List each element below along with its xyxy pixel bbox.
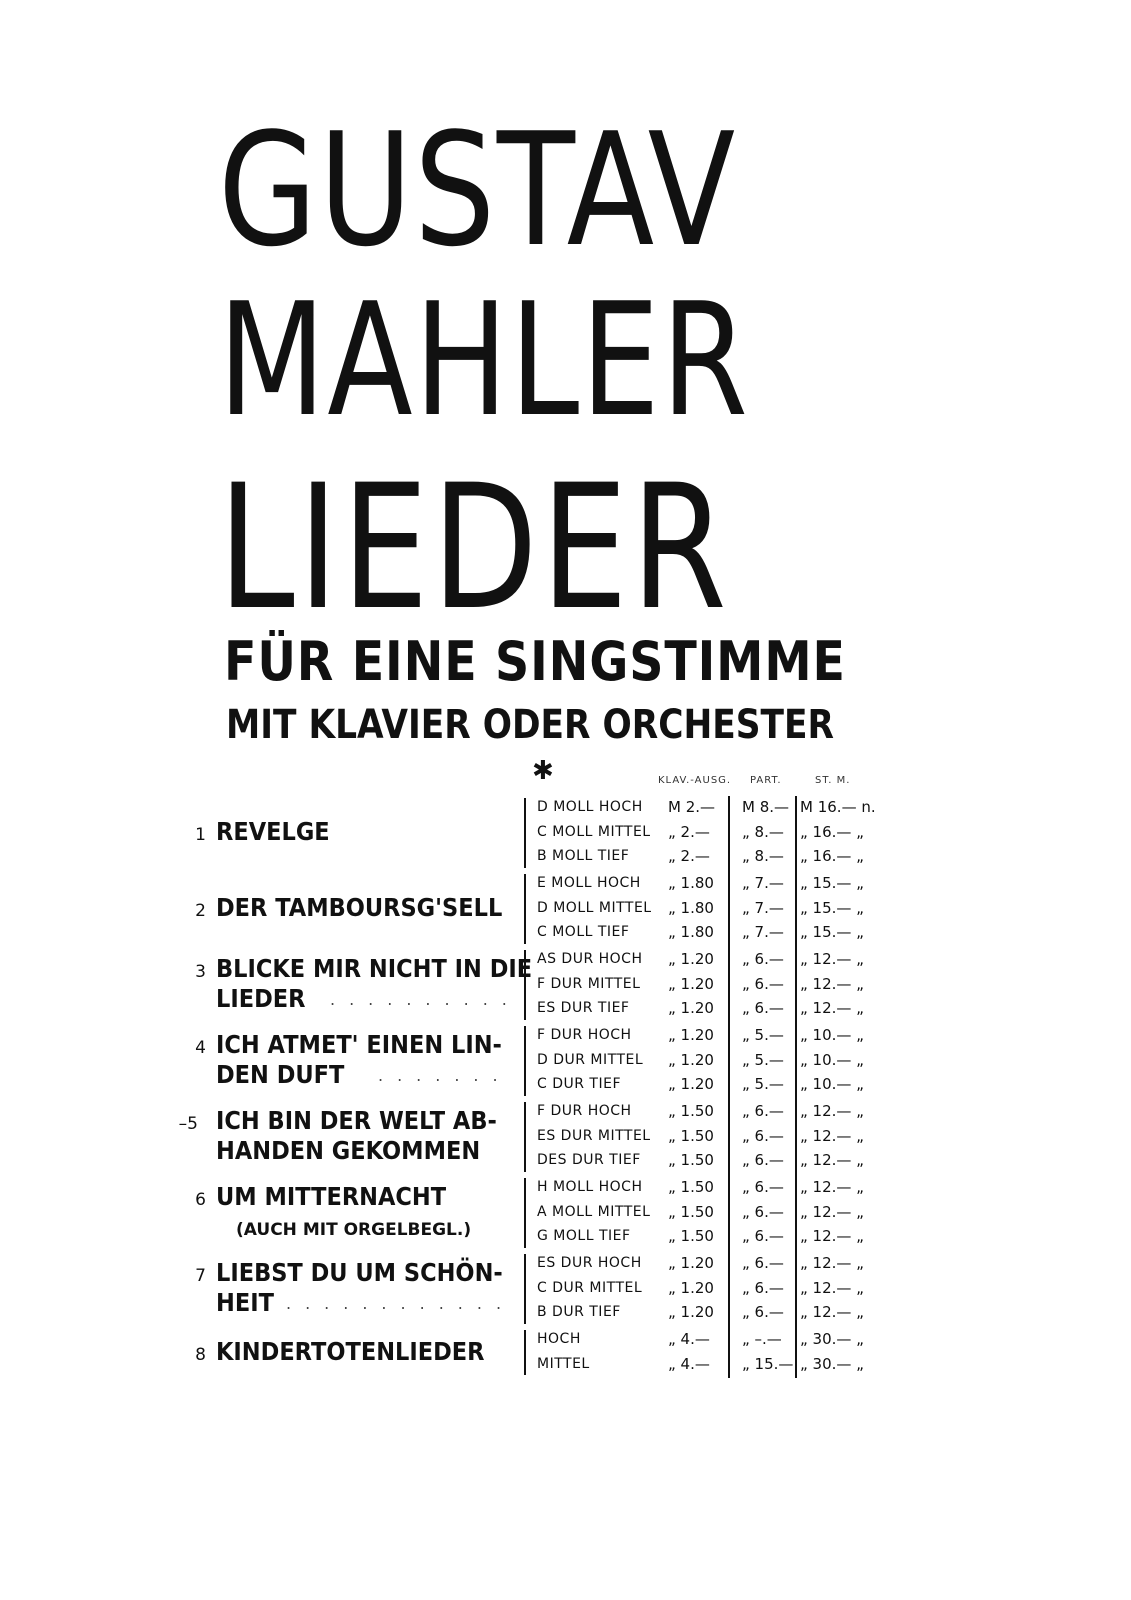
price-klavier: „ 1.20 (668, 1026, 714, 1044)
song-title-line: ICH ATMET' EINEN LIN- (216, 1030, 502, 1059)
price-stimmen: „ 10.— „ (800, 1075, 864, 1093)
price-klavier: „ 1.20 (668, 999, 714, 1017)
price-partitur: „ 6.— (742, 1254, 784, 1272)
price-klavier: „ 2.— (668, 847, 710, 865)
price-partitur: „ –.— (742, 1330, 782, 1348)
work-title: LIEDER (218, 447, 730, 648)
key-variant: F DUR HOCH (537, 1027, 632, 1043)
price-stimmen: „ 12.— „ (800, 1254, 864, 1272)
group-brace (524, 874, 532, 944)
key-variant: D DUR MITTEL (537, 1051, 644, 1068)
price-klavier: „ 1.50 (668, 1178, 714, 1196)
price-klavier: „ 1.20 (668, 1278, 714, 1297)
price-klavier: „ 1.20 (668, 950, 714, 968)
song-title-line: HEIT (216, 1288, 274, 1317)
price-klavier: M 2.— (668, 798, 716, 816)
key-variant: C MOLL TIEF (537, 924, 630, 940)
price-klavier: „ 1.50 (668, 1126, 714, 1145)
key-variant: D MOLL MITTEL (537, 899, 652, 916)
price-stimmen: „ 15.— „ (800, 874, 864, 892)
price-stimmen: „ 12.— „ (800, 1151, 864, 1169)
price-partitur: „ 8.— (742, 847, 784, 865)
price-stimmen: „ 12.— „ (800, 1126, 864, 1145)
price-stimmen: „ 15.— „ (800, 898, 864, 917)
price-partitur: „ 6.— (742, 1278, 784, 1297)
key-variant: MITTEL (537, 1355, 590, 1372)
price-stimmen: „ 10.— „ (800, 1050, 864, 1069)
price-partitur: „ 6.— (742, 999, 784, 1017)
price-partitur: „ 6.— (742, 1227, 784, 1245)
price-klavier: „ 1.20 (668, 1075, 714, 1093)
key-variant: B DUR TIEF (537, 1304, 621, 1320)
song-title-line: REVELGE (216, 816, 330, 846)
column-header-stimmen: ST. M. (815, 775, 851, 786)
price-stimmen: „ 16.— „ (800, 847, 864, 865)
price-klavier: „ 4.— (668, 1330, 710, 1348)
leader-dots: ............ (286, 1294, 516, 1313)
key-variant: C MOLL MITTEL (537, 823, 651, 840)
key-variant: AS DUR HOCH (537, 951, 643, 967)
subtitle-accompaniment: MIT KLAVIER ODER ORCHESTER (226, 702, 834, 748)
song-title-line: UM MITTERNACHT (216, 1182, 447, 1211)
song-number: 8 (195, 1344, 206, 1365)
key-variant: B MOLL TIEF (537, 848, 630, 864)
price-stimmen: „ 30.— „ (800, 1354, 864, 1373)
column-divider (728, 796, 730, 1378)
price-stimmen: M 16.— n. (800, 798, 876, 816)
price-klavier: „ 1.20 (668, 1254, 714, 1272)
key-variant: ES DUR MITTEL (537, 1127, 651, 1144)
group-brace (524, 798, 532, 868)
price-partitur: „ 8.— (742, 822, 784, 841)
group-brace (524, 950, 532, 1020)
price-klavier: „ 4.— (668, 1354, 710, 1373)
price-partitur: „ 6.— (742, 1202, 784, 1221)
leader-dots: .......... (330, 990, 521, 1009)
price-partitur: „ 5.— (742, 1075, 784, 1093)
price-klavier: „ 1.80 (668, 923, 714, 941)
column-divider (795, 796, 797, 1378)
price-stimmen: „ 12.— „ (800, 1102, 864, 1120)
composer-first-name: GUSTAV (218, 99, 737, 281)
price-partitur: „ 6.— (742, 1303, 784, 1321)
price-stimmen: „ 16.— „ (800, 822, 864, 841)
song-subtitle: (AUCH MIT ORGELBEGL.) (236, 1220, 472, 1240)
price-klavier: „ 1.20 (668, 974, 714, 993)
group-brace (524, 1254, 532, 1324)
price-klavier: „ 2.— (668, 822, 710, 841)
price-stimmen: „ 12.— „ (800, 950, 864, 968)
song-title-line: KINDERTOTENLIEDER (216, 1336, 485, 1366)
price-partitur: „ 6.— (742, 1151, 784, 1169)
price-stimmen: „ 12.— „ (800, 974, 864, 993)
song-title-line: HANDEN GEKOMMEN (216, 1136, 481, 1165)
song-number: 4 (195, 1038, 206, 1058)
price-partitur: „ 6.— (742, 1178, 784, 1196)
song-title-line: BLICKE MIR NICHT IN DIE (216, 954, 533, 983)
group-brace (524, 1330, 532, 1375)
price-partitur: „ 7.— (742, 874, 784, 892)
price-klavier: „ 1.80 (668, 874, 714, 892)
leader-dots: ....... (378, 1066, 512, 1085)
key-variant: F DUR MITTEL (537, 975, 641, 992)
song-title-line: LIEDER (216, 984, 306, 1013)
column-header-partitur: PART. (750, 775, 782, 786)
price-stimmen: „ 12.— „ (800, 1227, 864, 1245)
key-variant: HOCH (537, 1331, 581, 1347)
key-variant: C DUR TIEF (537, 1076, 622, 1092)
price-partitur: „ 5.— (742, 1026, 784, 1044)
key-variant: A MOLL MITTEL (537, 1203, 651, 1220)
price-partitur: „ 6.— (742, 1102, 784, 1120)
key-variant: ES DUR TIEF (537, 1000, 630, 1016)
price-partitur: „ 5.— (742, 1050, 784, 1069)
price-klavier: „ 1.50 (668, 1227, 714, 1245)
price-partitur: „ 6.— (742, 1126, 784, 1145)
asterisk-mark: ✱ (532, 756, 554, 786)
key-variant: H MOLL HOCH (537, 1179, 643, 1195)
price-klavier: „ 1.50 (668, 1202, 714, 1221)
price-stimmen: „ 12.— „ (800, 1202, 864, 1221)
song-title-line: ICH BIN DER WELT AB- (216, 1106, 497, 1135)
song-number: 2 (195, 900, 206, 921)
group-brace (524, 1026, 532, 1096)
song-number: 6 (195, 1190, 206, 1210)
price-stimmen: „ 12.— „ (800, 1278, 864, 1297)
key-variant: C DUR MITTEL (537, 1279, 643, 1296)
price-stimmen: „ 15.— „ (800, 923, 864, 941)
price-klavier: „ 1.20 (668, 1303, 714, 1321)
group-brace (524, 1178, 532, 1248)
price-klavier: „ 1.80 (668, 898, 714, 917)
price-stimmen: „ 12.— „ (800, 1303, 864, 1321)
group-brace (524, 1102, 532, 1172)
price-partitur: „ 15.— (742, 1354, 794, 1373)
price-stimmen: „ 12.— „ (800, 999, 864, 1017)
price-partitur: „ 6.— (742, 950, 784, 968)
price-stimmen: „ 12.— „ (800, 1178, 864, 1196)
price-klavier: „ 1.20 (668, 1050, 714, 1069)
price-klavier: „ 1.50 (668, 1151, 714, 1169)
column-header-klavier: KLAV.-AUSG. (658, 775, 732, 786)
song-number: 7 (195, 1266, 206, 1286)
song-title-line: DER TAMBOURSG'SELL (216, 892, 503, 922)
price-stimmen: „ 10.— „ (800, 1026, 864, 1044)
price-partitur: „ 7.— (742, 898, 784, 917)
price-partitur: „ 7.— (742, 923, 784, 941)
key-variant: DES DUR TIEF (537, 1152, 641, 1168)
price-partitur: M 8.— (742, 798, 790, 816)
composer-last-name: MAHLER (218, 269, 750, 451)
song-number: 3 (195, 962, 206, 982)
subtitle-voice: FÜR EINE SINGSTIMME (224, 630, 846, 693)
price-partitur: „ 6.— (742, 974, 784, 993)
key-variant: G MOLL TIEF (537, 1228, 631, 1244)
price-klavier: „ 1.50 (668, 1102, 714, 1120)
song-title-line: DEN DUFT (216, 1060, 345, 1089)
price-stimmen: „ 30.— „ (800, 1330, 864, 1348)
song-number: –5 (178, 1114, 198, 1134)
key-variant: ES DUR HOCH (537, 1255, 642, 1271)
key-variant: D MOLL HOCH (537, 799, 643, 815)
song-title-line: LIEBST DU UM SCHÖN- (216, 1258, 503, 1287)
key-variant: E MOLL HOCH (537, 875, 641, 891)
song-number: 1 (195, 824, 206, 845)
key-variant: F DUR HOCH (537, 1103, 632, 1119)
